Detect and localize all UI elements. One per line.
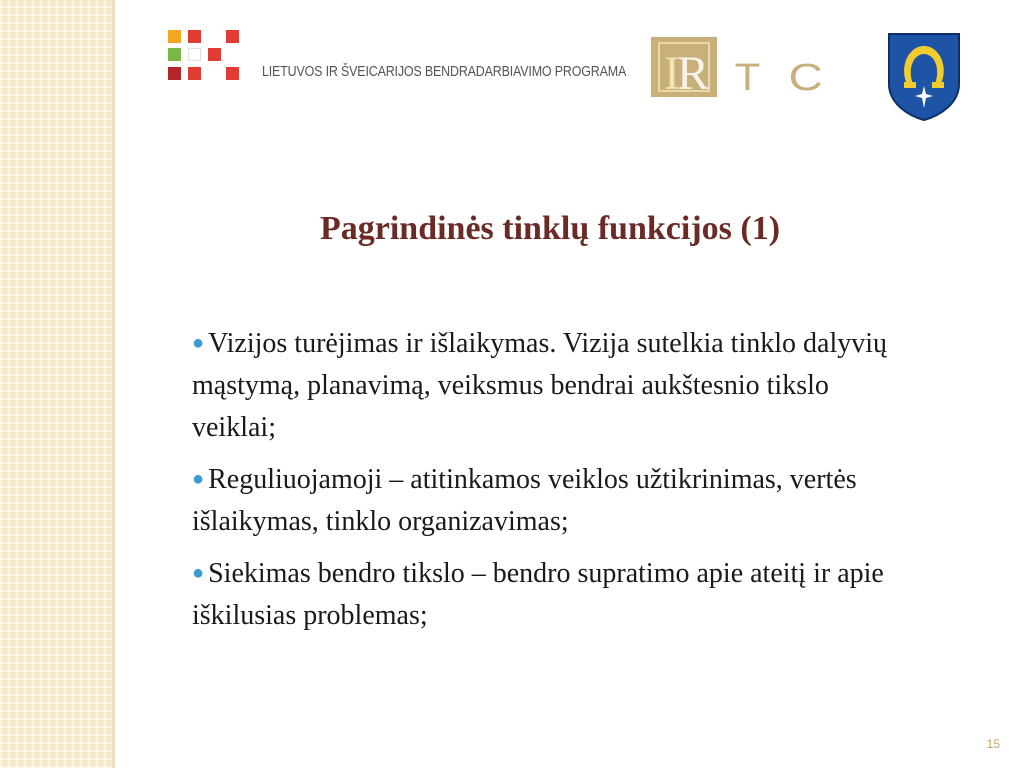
bullet-item: [192, 322, 892, 449]
bullet-dot-icon: ●: [192, 562, 205, 584]
bullet-dot-icon: ●: [192, 468, 205, 490]
irtc-letter-t: T: [734, 56, 761, 99]
slide-title: Pagrindinės tinklų funkcijos (1): [319, 210, 781, 247]
bullet-text: Reguliuojamoji – atitinkamos veiklos užtikrinimas, vertės išlaikymas, tinklo organizavimas;: [192, 464, 857, 537]
program-name: LIETUVOS IR ŠVEICARIJOS BENDRADARBIAVIMO PROGRAMA: [262, 64, 627, 80]
bullet-text: Vizijos turėjimas ir išlaikymas. Vizija sutelkia tinklo dalyvių mąstymą, planavimą, veiksmus bendrai aukštesnio tikslo veiklai;: [192, 328, 887, 443]
irtc-logo: [651, 35, 841, 99]
decorative-side-strip: [0, 0, 112, 768]
irtc-letter-r: R: [677, 47, 710, 99]
irtc-letter-i: I: [664, 47, 680, 99]
bullet-list: [192, 322, 892, 646]
cooperation-program-logo: [168, 30, 248, 85]
bullet-item: [192, 458, 892, 543]
coat-of-arms-icon: [887, 32, 961, 122]
bullet-item: [192, 552, 892, 637]
side-strip-edge: [112, 0, 115, 768]
bullet-text: Siekimas bendro tikslo – bendro supratimo apie ateitį ir apie iškilusias problemas;: [192, 558, 884, 631]
irtc-letter-c: C: [788, 56, 823, 99]
bullet-dot-icon: ●: [192, 332, 205, 354]
page-number: 15: [986, 737, 1000, 751]
